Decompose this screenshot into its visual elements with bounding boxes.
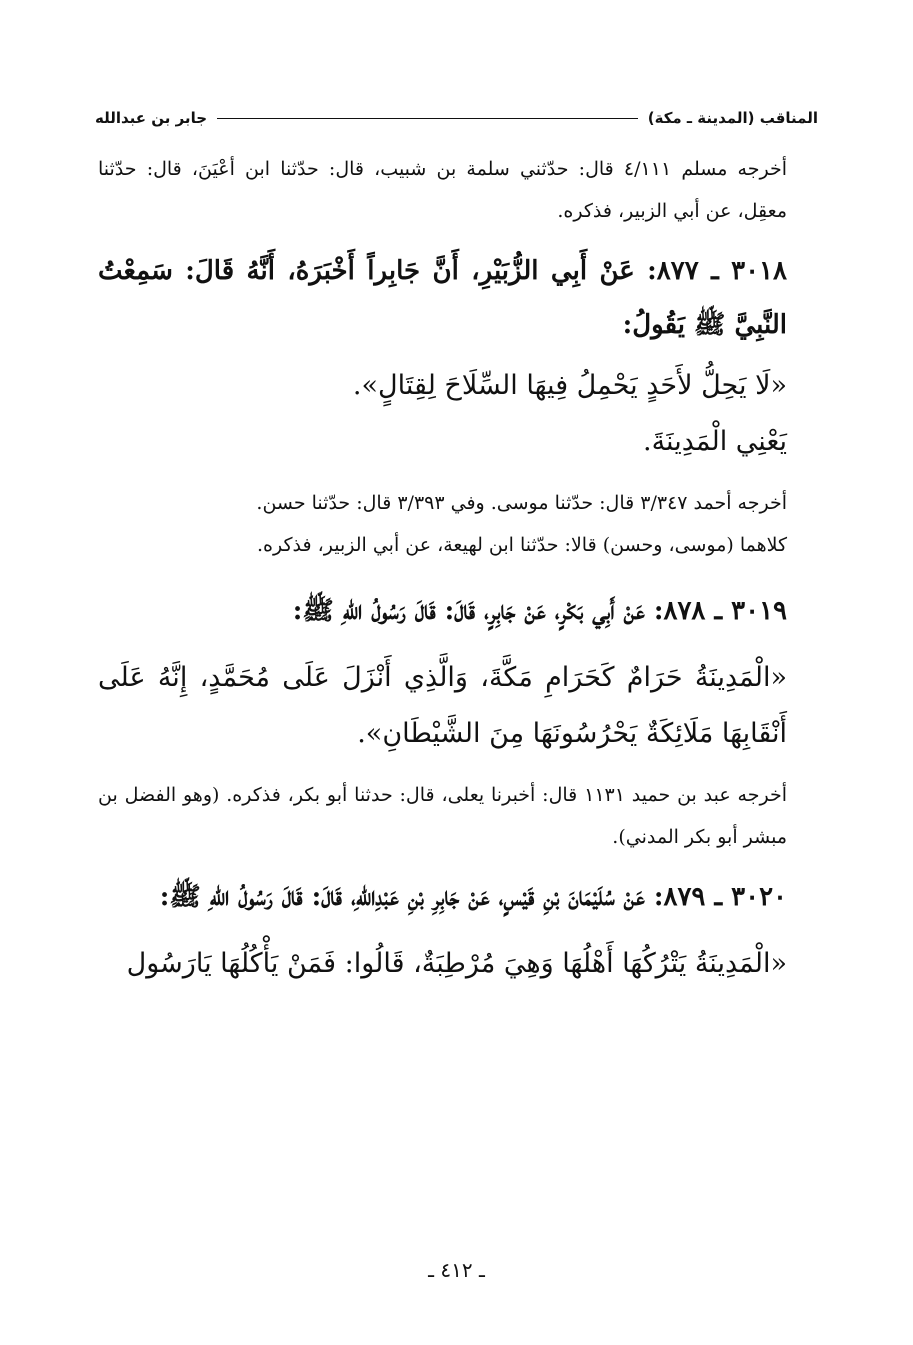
source-note: أخرجه عبد بن حميد ١١٣١ قال: أخبرنا يعلى، قال: حدثنا أبو بكر، فذكره. (وهو الفضل بن مبشر أبو بكر المدني). bbox=[98, 784, 787, 848]
source-note: كلاهما (موسى، وحسن) قالا: حدّثنا ابن لهيعة، عن أبي الزبير، فذكره. bbox=[256, 534, 787, 556]
section-title: جابر بن عبدالله bbox=[95, 109, 208, 127]
hadith-quote: «الْمَدِينَةُ حَرَامٌ كَحَرَامِ مَكَّةَ، وَالَّذِي أَنْزَلَ عَلَى مُحَمَّدٍ، إِنَّهُ عَلَى أَنْقَابِهَا مَلَائِكَةٌ يَحْرُسُونَهَا مِنَ الشَّيْطَانِ». bbox=[98, 662, 787, 749]
hadith-gloss: يَعْنِي الْمَدِينَةَ. bbox=[642, 426, 787, 457]
source-note: أخرجه أحمد ٣/٣٤٧ قال: حدّثنا موسى. وفي ٣/٣٩٣ قال: حدّثنا حسن. bbox=[256, 492, 787, 514]
chapter-title: المناقب (المدينة ـ مكة) bbox=[647, 109, 818, 127]
running-header bbox=[95, 98, 818, 138]
hadith-quote: «لَا يَحِلُّ لأَحَدٍ يَحْمِلُ فِيهَا السِّلَاحَ لِقِتَالٍ». bbox=[352, 370, 787, 401]
page-body bbox=[98, 148, 815, 992]
hadith-heading: ٣٠٢٠ ـ ٨٧٩: عَنْ سُلَيْمَانَ بْنِ قَيْسٍ، عَنْ جَابِرِ بْنِ عَبْدِاللهِ، قَالَ: قَالَ رَسُولُ اللهِ ﷺ: bbox=[159, 882, 787, 912]
page-number: ـ ٤١٢ ـ bbox=[428, 1258, 485, 1282]
source-note: أخرجه مسلم ٤/١١١ قال: حدّثني سلمة بن شبيب، قال: حدّثنا ابن أعْيَنَ، قال: حدّثنا معقِل، عن أبي الزبير، فذكره. bbox=[98, 158, 787, 222]
hadith-heading: ٣٠١٨ ـ ٨٧٧: عَنْ أَبِي الزُّبَيْرِ، أَنَّ جَابِراً أَخْبَرَهُ، أَنَّهُ قَالَ: سَمِعْتُ النَّبِيَّ ﷺ يَقُولُ: bbox=[98, 256, 787, 340]
header-rule bbox=[217, 118, 638, 119]
hadith-quote: «الْمَدِينَةُ يَتْرُكُهَا أَهْلُهَا وَهِيَ مُرْطِبَةٌ، قَالُوا: فَمَنْ يَأْكُلُهَا يَارَسُول bbox=[126, 948, 787, 979]
hadith-heading: ٣٠١٩ ـ ٨٧٨: عَنْ أَبِي بَكْرٍ، عَنْ جَابِرٍ، قَالَ: قَالَ رَسُولُ اللهِ ﷺ: bbox=[292, 596, 787, 626]
